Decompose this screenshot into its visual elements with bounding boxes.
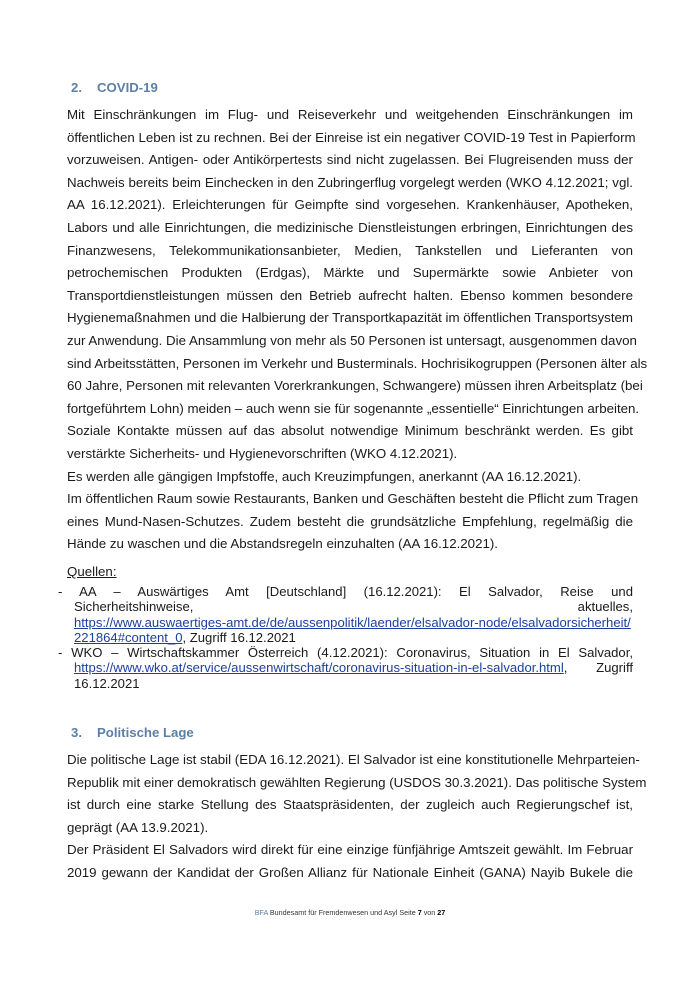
source-line — [58, 615, 633, 630]
text-line: 60 Jahre, Personen mit relevanten Vorerkrankungen, Schwangere) müssen ihren Arbeitsplatz (bei — [67, 378, 643, 394]
text-line: Labors und alle Einrichtungen, die medizinische Dienstleistungen erbringen, Einrichtungen des — [67, 219, 633, 235]
text-line: 2019 gewann der Kandidat der Großen Allianz für Nationale Einheit (GANA) Nayib Bukele die — [67, 864, 633, 880]
section-heading-politics — [71, 725, 194, 740]
text-line: öffentlichen Leben ist zu rechnen. Bei der Einreise ist ein negativer COVID-19 Test in Papierform — [67, 129, 636, 145]
text-line: sind Arbeitsstätten, Personen im Verkehr und Busterminals. Hochrisikogruppen (Personen älter als — [67, 355, 648, 371]
source-access-date: 16.12.2021 — [74, 675, 140, 691]
source-link-wko[interactable]: https://www.wko.at/service/aussenwirtschaft/coronavirus-situation-in-el-salvador.html — [74, 660, 564, 676]
source-line — [58, 599, 633, 614]
text-line: ist durch eine starke Stellung des Staatspräsidenten, der zugleich auch Regierungschef ist, — [67, 797, 633, 813]
text-line: Der Präsident El Salvadors wird direkt für eine einzige fünfjährige Amtszeit gewählt. Im Februar — [67, 842, 633, 858]
text-line: Mit Einschränkungen im Flug- und Reiseverkehr und weitgehenden Einschränkungen im — [67, 107, 633, 122]
footer-brand: BFA — [254, 908, 268, 917]
sources-label: Quellen: — [67, 564, 117, 579]
footer-page-total: 27 — [437, 908, 446, 917]
footer-page-number: 7 — [417, 908, 422, 917]
source-line — [58, 630, 633, 645]
source-link-aa[interactable]: https://www.auswaertiges-amt.de/de/aussenpolitik/laender/elsalvador-node/elsalvadorsicherheit/ — [74, 614, 631, 630]
text-line: verstärkte Sicherheits- und Hygienevorschriften (WKO 4.12.2021). — [67, 445, 458, 461]
politics-paragraph-1 — [67, 749, 647, 885]
source-item-wko — [58, 645, 633, 691]
text-line: Finanzwesens, Telekommunikationsanbieter, Medien, Tankstellen und Lieferanten von — [67, 242, 633, 258]
section-heading-covid — [71, 80, 158, 95]
text-line: Nachweis bereits beim Einchecken in den Zubringerflug vorgelegt werden (WKO 4.12.2021; vgl. — [67, 174, 633, 190]
section-title: Politische Lage — [97, 725, 194, 740]
source-link-aa-cont[interactable]: 221864#content_0 — [74, 629, 183, 645]
text-line: Soziale Kontakte müssen auf das absolut notwendige Minimum beschränkt werden. Es gibt — [67, 423, 633, 439]
section-number: 3. — [71, 725, 82, 740]
source-line: - WKO – Wirtschaftskammer Österreich (4.12.2021): Coronavirus, Situation in El Salvador, — [58, 645, 633, 660]
source-line: - AA – Auswärtiges Amt [Deutschland] (16.12.2021): El Salvador, Reise und — [58, 584, 633, 599]
text-line: fortgeführtem Lohn) meiden – auch wenn sie für sogenannte „essentielle“ Einrichtungen arbeiten. — [67, 400, 640, 416]
footer-of: von — [423, 908, 436, 917]
source-text: Sicherheitshinweise, — [74, 599, 194, 615]
text-line: Hygienemaßnahmen und die Halbierung der Transportkapazität im öffentlichen Transportsystem — [67, 310, 633, 326]
text-line: Die politische Lage ist stabil (EDA 16.12.2021). El Salvador ist eine konstitutionelle Mehrparteien- — [67, 752, 640, 767]
source-access-date: , Zugriff 16.12.2021 — [182, 629, 296, 645]
source-text: , — [563, 660, 568, 676]
page-footer — [0, 908, 700, 917]
footer-text: Bundesamt für Fremdenwesen und Asyl Seite — [269, 908, 416, 917]
text-line: AA 16.12.2021). Erleichterungen für Geimpfte sind vorgesehen. Krankenhäuser, Apotheken, — [67, 197, 633, 213]
covid-paragraph-2: Es werden alle gängigen Impfstoffe, auch Kreuzimpfungen, anerkannt (AA 16.12.2021). — [67, 468, 582, 484]
text-line: Republik mit einer demokratisch gewählten Regierung (USDOS 30.3.2021). Das politische System — [67, 774, 647, 790]
text-line: Transportdienstleistungen müssen den Betrieb aufrecht halten. Ebenso kommen besondere — [67, 287, 633, 303]
source-text: Zugriff — [596, 660, 633, 676]
text-line: Im öffentlichen Raum sowie Restaurants, Banken und Geschäften besteht die Pflicht zum Tragen — [67, 491, 639, 507]
text-line: vorzuweisen. Antigen- oder Antikörpertests sind nicht zugelassen. Bei Flugreisenden muss der — [67, 152, 633, 168]
source-item-aa — [58, 584, 633, 645]
section-number: 2. — [71, 80, 82, 95]
text-line: eines Mund-Nasen-Schutzes. Zudem besteht die grundsätzliche Empfehlung, regelmäßig die — [67, 513, 633, 529]
covid-paragraph-1 — [67, 104, 648, 556]
text-line: geprägt (AA 13.9.2021). — [67, 819, 209, 835]
source-line — [58, 660, 633, 675]
text-line: zur Anwendung. Die Ansammlung von mehr als 50 Personen ist untersagt, ausgenommen davon — [67, 332, 637, 348]
source-text: aktuelles, — [577, 599, 633, 615]
section-title: COVID-19 — [97, 80, 158, 95]
text-line: Hände zu waschen und die Abstandsregeln einzuhalten (AA 16.12.2021). — [67, 536, 498, 552]
text-line: petrochemischen Produkten (Erdgas), Märkte und Supermärkte sowie Anbieter von — [67, 265, 633, 281]
